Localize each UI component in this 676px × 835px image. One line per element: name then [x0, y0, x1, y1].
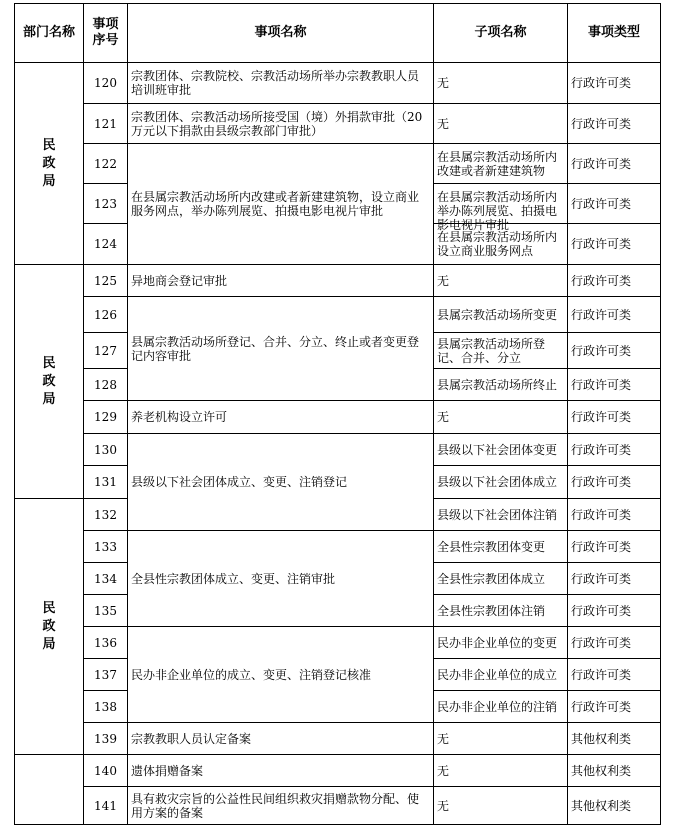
table-row	[15, 104, 661, 144]
item-cell: 民办非企业单位的成立、变更、注销登记核准	[128, 627, 434, 723]
header-num-label: 事项序号	[92, 17, 119, 48]
type-cell: 行政许可类	[568, 531, 661, 563]
type-cell: 行政许可类	[568, 434, 661, 466]
item-cell: 遗体捐赠备案	[128, 755, 434, 787]
table-row	[15, 787, 661, 825]
sub-cell	[434, 144, 568, 184]
sub-cell	[434, 466, 568, 499]
dept-cell	[15, 63, 84, 265]
sub-text: 县属宗教活动场所变更	[437, 307, 558, 322]
dept-cell	[15, 755, 84, 825]
row-num: 141	[84, 787, 128, 825]
sub-text: 县级以下社会团体成立	[437, 475, 558, 489]
sub-text: 县级以下社会团体注销	[437, 507, 558, 522]
sub-cell	[434, 333, 568, 369]
table-row	[15, 627, 661, 659]
sub-text: 在县属宗教活动场所内举办陈列展览、拍摄电影电视片审批	[437, 189, 558, 232]
header-type: 事项类型	[568, 4, 661, 63]
sub-text: 在县属宗教活动场所内改建或者新建建筑物	[437, 149, 558, 178]
table-row	[15, 531, 661, 563]
type-cell: 行政许可类	[568, 184, 661, 224]
type-cell: 行政许可类	[568, 63, 661, 104]
type-cell: 行政许可类	[568, 563, 661, 595]
type-cell: 行政许可类	[568, 224, 661, 265]
sub-cell	[434, 434, 568, 466]
dept-label: 民政局	[42, 355, 56, 407]
row-num: 131	[84, 466, 128, 499]
sub-cell: 无	[434, 787, 568, 825]
type-cell: 行政许可类	[568, 401, 661, 434]
type-cell: 其他权利类	[568, 755, 661, 787]
table-row	[15, 63, 661, 104]
dept-label: 民政局	[42, 600, 56, 652]
type-cell: 行政许可类	[568, 104, 661, 144]
header-row	[15, 4, 661, 63]
sub-cell: 无	[434, 401, 568, 434]
row-num: 122	[84, 144, 128, 184]
row-num: 129	[84, 401, 128, 434]
item-cell: 在县属宗教活动场所内改建或者新建建筑物，设立商业服务网点，举办陈列展览、拍摄电影电视片审批	[128, 144, 434, 265]
sub-text: 县属宗教活动场所终止	[437, 377, 558, 392]
type-cell: 行政许可类	[568, 691, 661, 723]
type-cell: 行政许可类	[568, 265, 661, 297]
table-row	[15, 297, 661, 333]
type-cell: 行政许可类	[568, 627, 661, 659]
type-cell: 行政许可类	[568, 499, 661, 531]
type-cell: 行政许可类	[568, 595, 661, 627]
table-row	[15, 755, 661, 787]
type-cell: 其他权利类	[568, 723, 661, 755]
row-num: 130	[84, 434, 128, 466]
row-num: 120	[84, 63, 128, 104]
type-cell: 行政许可类	[568, 369, 661, 401]
item-cell: 异地商会登记审批	[128, 265, 434, 297]
sub-text: 民办非企业单位的成立	[437, 667, 558, 682]
item-cell: 养老机构设立许可	[128, 401, 434, 434]
sub-cell: 全县性宗教团体注销	[434, 595, 568, 627]
sub-cell: 无	[434, 63, 568, 104]
sub-cell	[434, 627, 568, 659]
header-dept: 部门名称	[15, 4, 84, 63]
item-cell: 全县性宗教团体成立、变更、注销审批	[128, 531, 434, 627]
table-row	[15, 434, 661, 466]
type-cell: 其他权利类	[568, 787, 661, 825]
sub-cell: 全县性宗教团体变更	[434, 531, 568, 563]
type-cell: 行政许可类	[568, 466, 661, 499]
sub-cell: 全县性宗教团体成立	[434, 563, 568, 595]
sub-text: 县属宗教活动场所登记、合并、分立	[437, 336, 546, 365]
sub-text: 民办非企业单位的注销	[437, 699, 558, 714]
dept-cell	[15, 499, 84, 755]
type-cell: 行政许可类	[568, 659, 661, 691]
row-num: 132	[84, 499, 128, 531]
sub-cell: 无	[434, 755, 568, 787]
header-item: 事项名称	[128, 4, 434, 63]
row-num: 138	[84, 691, 128, 723]
row-num: 126	[84, 297, 128, 333]
item-cell: 宗教团体、宗教活动场所接受国（境）外捐款审批（20万元以下捐款由县级宗教部门审批）	[128, 104, 434, 144]
table-row	[15, 401, 661, 434]
item-cell: 县级以下社会团体成立、变更、注销登记	[128, 434, 434, 531]
sub-text: 民办非企业单位的变更	[437, 635, 558, 650]
sub-text: 县级以下社会团体变更	[437, 442, 558, 457]
item-cell: 宗教团体、宗教院校、宗教活动场所举办宗教教职人员培训班审批	[128, 63, 434, 104]
sub-cell: 无	[434, 104, 568, 144]
row-num: 123	[84, 184, 128, 224]
table-row	[15, 265, 661, 297]
sub-cell	[434, 297, 568, 333]
row-num: 124	[84, 224, 128, 265]
sub-cell: 无	[434, 723, 568, 755]
sub-cell	[434, 224, 568, 265]
row-num: 133	[84, 531, 128, 563]
matters-table	[14, 3, 661, 825]
row-num: 135	[84, 595, 128, 627]
table-row	[15, 723, 661, 755]
item-cell: 具有救灾宗旨的公益性民间组织救灾捐赠款物分配、使用方案的备案	[128, 787, 434, 825]
sub-cell	[434, 659, 568, 691]
type-cell: 行政许可类	[568, 297, 661, 333]
row-num: 121	[84, 104, 128, 144]
header-sub: 子项名称	[434, 4, 568, 63]
item-cell: 县属宗教活动场所登记、合并、分立、终止或者变更登记内容审批	[128, 297, 434, 401]
item-cell: 宗教教职人员认定备案	[128, 723, 434, 755]
header-num	[84, 4, 128, 63]
table-row	[15, 144, 661, 184]
dept-label: 民政局	[42, 137, 56, 189]
type-cell: 行政许可类	[568, 144, 661, 184]
row-num: 139	[84, 723, 128, 755]
sub-cell: 无	[434, 265, 568, 297]
type-cell: 行政许可类	[568, 333, 661, 369]
dept-cell	[15, 265, 84, 499]
sub-cell	[434, 691, 568, 723]
row-num: 134	[84, 563, 128, 595]
row-num: 136	[84, 627, 128, 659]
row-num: 140	[84, 755, 128, 787]
row-num: 125	[84, 265, 128, 297]
row-num: 128	[84, 369, 128, 401]
row-num: 127	[84, 333, 128, 369]
sub-cell	[434, 369, 568, 401]
sub-cell	[434, 499, 568, 531]
sub-text: 在县属宗教活动场所内设立商业服务网点	[437, 230, 558, 258]
sub-cell	[434, 184, 568, 232]
row-num: 137	[84, 659, 128, 691]
